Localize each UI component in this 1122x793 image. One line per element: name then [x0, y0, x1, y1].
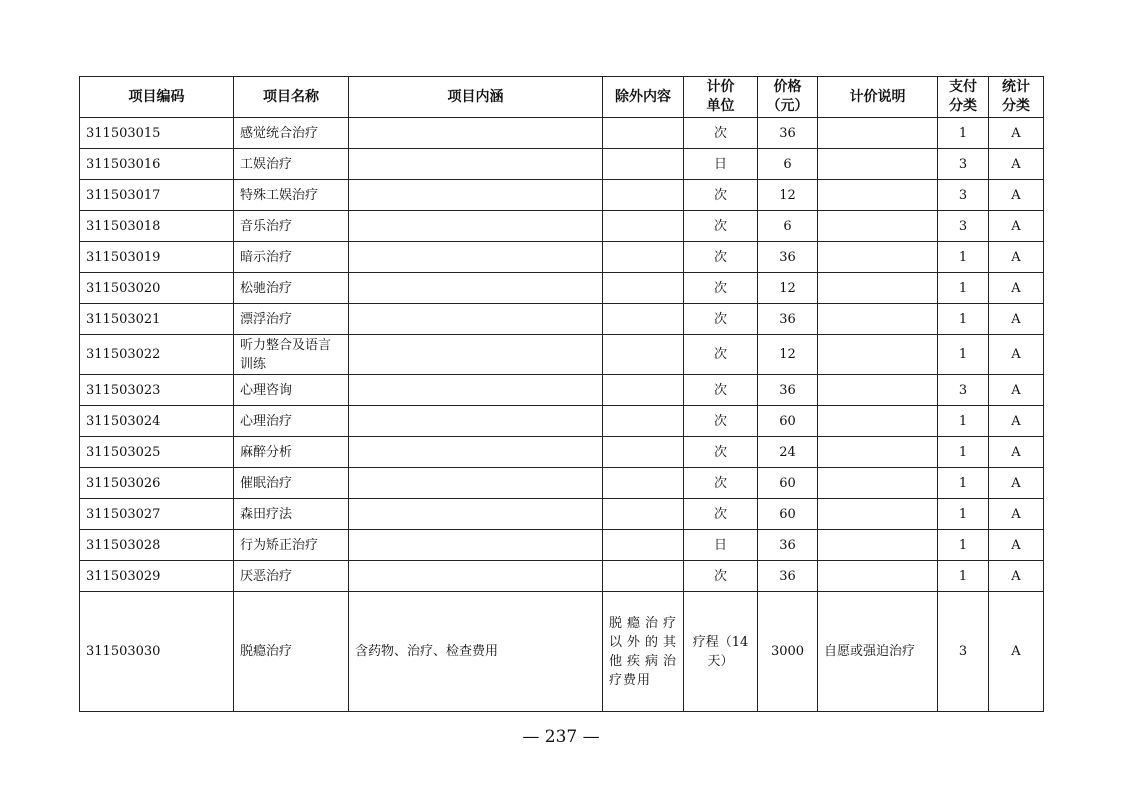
cell-unit: 次 — [684, 180, 758, 211]
header-explain: 计价说明 — [818, 77, 938, 118]
cell-content — [349, 530, 603, 561]
cell-code: 311503030 — [80, 592, 234, 712]
cell-code: 311503027 — [80, 499, 234, 530]
table-row — [80, 180, 1044, 211]
cell-stat: A — [989, 180, 1044, 211]
cell-price: 6 — [758, 211, 818, 242]
cell-explain — [818, 273, 938, 304]
cell-exclusion — [603, 304, 684, 335]
cell-explain — [818, 180, 938, 211]
table-row — [80, 211, 1044, 242]
cell-pay: 1 — [938, 242, 989, 273]
header-price: 价格 （元） — [758, 77, 818, 118]
table-body — [80, 118, 1044, 712]
cell-name: 心理咨询 — [234, 375, 349, 406]
cell-price: 12 — [758, 273, 818, 304]
cell-code: 311503028 — [80, 530, 234, 561]
cell-code: 311503015 — [80, 118, 234, 149]
cell-name: 音乐治疗 — [234, 211, 349, 242]
cell-pay: 3 — [938, 375, 989, 406]
cell-pay: 3 — [938, 211, 989, 242]
cell-content — [349, 406, 603, 437]
cell-unit: 疗程（14天） — [684, 592, 758, 712]
cell-code: 311503017 — [80, 180, 234, 211]
cell-unit: 日 — [684, 149, 758, 180]
cell-stat: A — [989, 335, 1044, 375]
cell-pay: 1 — [938, 437, 989, 468]
cell-content — [349, 149, 603, 180]
cell-unit: 次 — [684, 561, 758, 592]
cell-exclusion — [603, 180, 684, 211]
cell-exclusion — [603, 468, 684, 499]
table-row — [80, 561, 1044, 592]
cell-pay: 1 — [938, 561, 989, 592]
cell-exclusion — [603, 273, 684, 304]
table-row — [80, 468, 1044, 499]
cell-code: 311503016 — [80, 149, 234, 180]
cell-exclusion — [603, 499, 684, 530]
table-row — [80, 335, 1044, 375]
cell-name: 工娱治疗 — [234, 149, 349, 180]
cell-price: 60 — [758, 468, 818, 499]
cell-exclusion — [603, 211, 684, 242]
cell-name: 厌恶治疗 — [234, 561, 349, 592]
cell-stat: A — [989, 211, 1044, 242]
cell-code: 311503024 — [80, 406, 234, 437]
cell-price: 24 — [758, 437, 818, 468]
cell-code: 311503018 — [80, 211, 234, 242]
cell-stat: A — [989, 499, 1044, 530]
cell-stat: A — [989, 375, 1044, 406]
table-row — [80, 149, 1044, 180]
cell-price: 36 — [758, 375, 818, 406]
cell-content — [349, 242, 603, 273]
table-row — [80, 242, 1044, 273]
price-table — [79, 76, 1044, 712]
cell-unit: 次 — [684, 273, 758, 304]
cell-content — [349, 437, 603, 468]
cell-explain — [818, 118, 938, 149]
cell-pay: 3 — [938, 592, 989, 712]
cell-code: 311503021 — [80, 304, 234, 335]
header-content: 项目内涵 — [349, 77, 603, 118]
cell-price: 6 — [758, 149, 818, 180]
table-row — [80, 118, 1044, 149]
cell-name: 森田疗法 — [234, 499, 349, 530]
table-row — [80, 499, 1044, 530]
table-row — [80, 304, 1044, 335]
cell-explain — [818, 149, 938, 180]
cell-stat: A — [989, 149, 1044, 180]
cell-unit: 次 — [684, 242, 758, 273]
cell-exclusion — [603, 242, 684, 273]
cell-stat: A — [989, 468, 1044, 499]
cell-unit: 次 — [684, 335, 758, 375]
cell-exclusion — [603, 437, 684, 468]
cell-unit: 次 — [684, 468, 758, 499]
cell-stat: A — [989, 242, 1044, 273]
cell-name: 漂浮治疗 — [234, 304, 349, 335]
cell-exclusion — [603, 149, 684, 180]
cell-code: 311503025 — [80, 437, 234, 468]
table-row — [80, 592, 1044, 712]
cell-content — [349, 304, 603, 335]
cell-explain — [818, 242, 938, 273]
cell-price: 60 — [758, 499, 818, 530]
cell-stat: A — [989, 437, 1044, 468]
cell-content — [349, 468, 603, 499]
cell-price: 36 — [758, 561, 818, 592]
cell-unit: 次 — [684, 304, 758, 335]
table-row — [80, 406, 1044, 437]
cell-pay: 1 — [938, 499, 989, 530]
header-exclusion: 除外内容 — [603, 77, 684, 118]
cell-pay: 1 — [938, 406, 989, 437]
page-number: — 237 — — [522, 727, 600, 747]
cell-content — [349, 273, 603, 304]
cell-exclusion — [603, 406, 684, 437]
cell-exclusion — [603, 335, 684, 375]
cell-explain — [818, 468, 938, 499]
cell-price: 36 — [758, 118, 818, 149]
cell-price: 3000 — [758, 592, 818, 712]
table-row — [80, 273, 1044, 304]
cell-explain — [818, 437, 938, 468]
cell-name: 暗示治疗 — [234, 242, 349, 273]
cell-name: 行为矫正治疗 — [234, 530, 349, 561]
cell-name: 特殊工娱治疗 — [234, 180, 349, 211]
cell-explain — [818, 561, 938, 592]
cell-explain — [818, 335, 938, 375]
cell-exclusion — [603, 375, 684, 406]
cell-code: 311503022 — [80, 335, 234, 375]
table-row — [80, 437, 1044, 468]
cell-pay: 3 — [938, 180, 989, 211]
cell-unit: 次 — [684, 375, 758, 406]
cell-unit: 次 — [684, 437, 758, 468]
cell-name: 心理治疗 — [234, 406, 349, 437]
table-header-row — [80, 77, 1044, 118]
cell-pay: 1 — [938, 335, 989, 375]
cell-name: 感觉统合治疗 — [234, 118, 349, 149]
cell-exclusion — [603, 561, 684, 592]
cell-name: 松驰治疗 — [234, 273, 349, 304]
cell-explain — [818, 530, 938, 561]
cell-content — [349, 335, 603, 375]
cell-pay: 1 — [938, 118, 989, 149]
cell-code: 311503019 — [80, 242, 234, 273]
cell-price: 12 — [758, 335, 818, 375]
cell-content — [349, 375, 603, 406]
cell-name: 麻醉分析 — [234, 437, 349, 468]
cell-name: 脱瘾治疗 — [234, 592, 349, 712]
header-pay: 支付 分类 — [938, 77, 989, 118]
cell-price: 36 — [758, 530, 818, 561]
cell-stat: A — [989, 304, 1044, 335]
cell-exclusion — [603, 530, 684, 561]
cell-pay: 3 — [938, 149, 989, 180]
cell-unit: 日 — [684, 530, 758, 561]
table-row — [80, 375, 1044, 406]
cell-content — [349, 180, 603, 211]
cell-stat: A — [989, 592, 1044, 712]
cell-price: 36 — [758, 304, 818, 335]
cell-unit: 次 — [684, 499, 758, 530]
cell-stat: A — [989, 530, 1044, 561]
cell-explain — [818, 375, 938, 406]
cell-name: 听力整合及语言训练 — [234, 335, 349, 375]
header-code: 项目编码 — [80, 77, 234, 118]
cell-pay: 1 — [938, 468, 989, 499]
cell-code: 311503023 — [80, 375, 234, 406]
cell-stat: A — [989, 561, 1044, 592]
cell-stat: A — [989, 406, 1044, 437]
cell-unit: 次 — [684, 211, 758, 242]
cell-name: 催眠治疗 — [234, 468, 349, 499]
cell-unit: 次 — [684, 406, 758, 437]
cell-content — [349, 118, 603, 149]
cell-code: 311503020 — [80, 273, 234, 304]
cell-code: 311503026 — [80, 468, 234, 499]
header-stat: 统计 分类 — [989, 77, 1044, 118]
cell-exclusion: 脱瘾治疗以外的其他疾病治疗费用 — [603, 592, 684, 712]
cell-pay: 1 — [938, 530, 989, 561]
cell-content — [349, 211, 603, 242]
cell-pay: 1 — [938, 273, 989, 304]
cell-unit: 次 — [684, 118, 758, 149]
cell-stat: A — [989, 273, 1044, 304]
cell-explain: 自愿或强迫治疗 — [818, 592, 938, 712]
cell-content — [349, 561, 603, 592]
cell-price: 12 — [758, 180, 818, 211]
cell-code: 311503029 — [80, 561, 234, 592]
header-name: 项目名称 — [234, 77, 349, 118]
cell-explain — [818, 211, 938, 242]
header-unit: 计价 单位 — [684, 77, 758, 118]
cell-pay: 1 — [938, 304, 989, 335]
cell-price: 36 — [758, 242, 818, 273]
cell-price: 60 — [758, 406, 818, 437]
cell-explain — [818, 499, 938, 530]
cell-explain — [818, 304, 938, 335]
cell-exclusion — [603, 118, 684, 149]
cell-content: 含药物、治疗、检查费用 — [349, 592, 603, 712]
cell-content — [349, 499, 603, 530]
cell-explain — [818, 406, 938, 437]
table-row — [80, 530, 1044, 561]
cell-stat: A — [989, 118, 1044, 149]
